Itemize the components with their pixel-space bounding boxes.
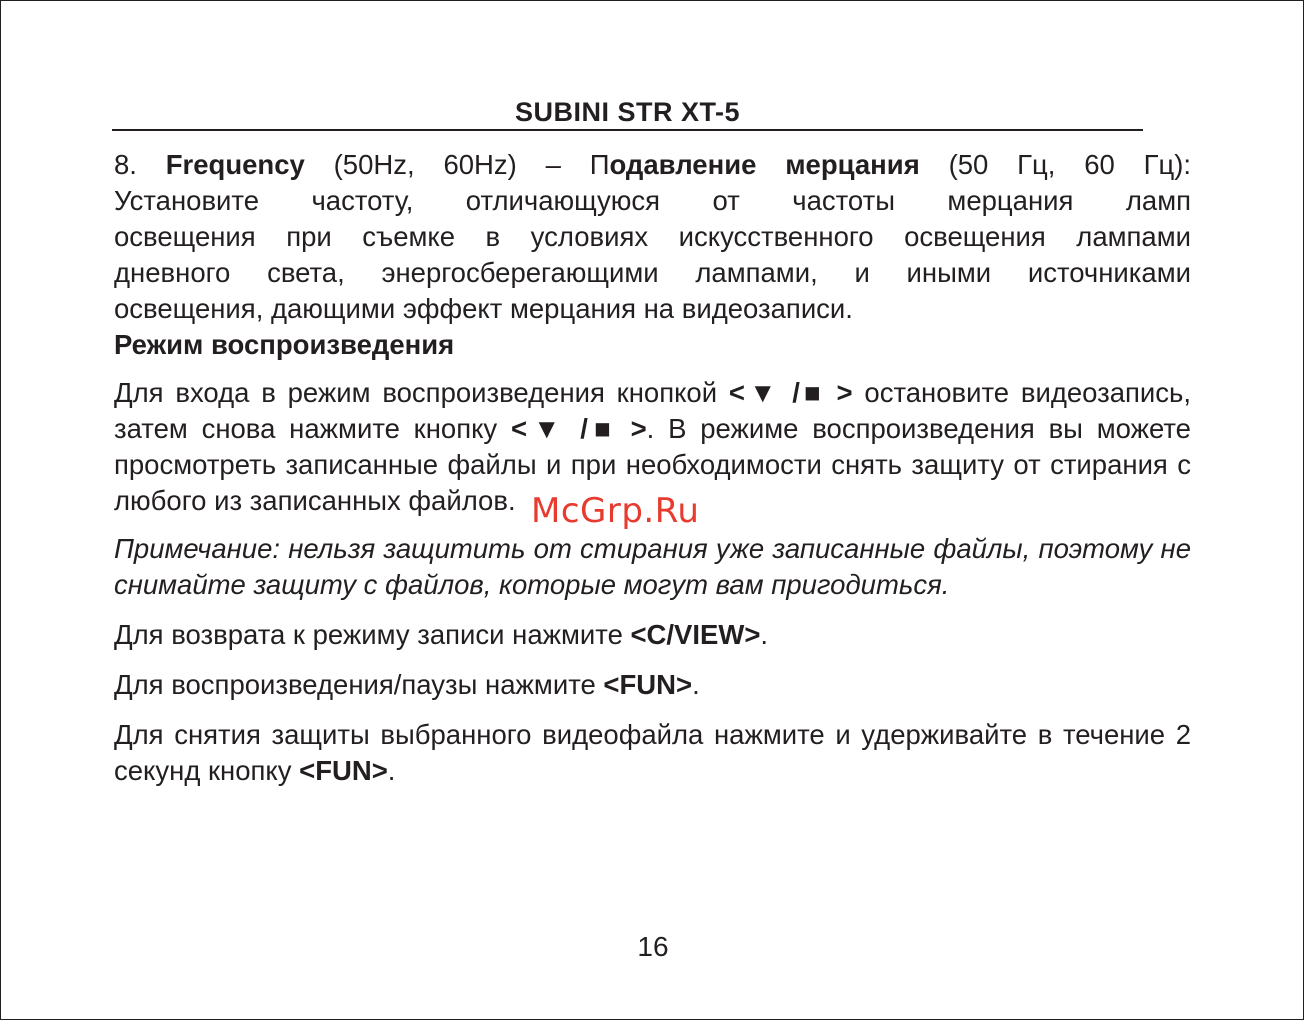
protect-period: .: [387, 755, 396, 786]
cview-button-label: <C/VIEW>: [630, 619, 761, 650]
pause-text: Для воспроизведения/паузы нажмите: [114, 669, 596, 700]
frequency-line-3: освещения при съемке в условиях искусственного освещения лампами: [114, 221, 1191, 252]
stop-button-label-2: <▼ /■ >: [510, 413, 647, 444]
fun-button-label: <FUN>: [603, 669, 693, 700]
frequency-term: Frequency: [165, 149, 305, 180]
section-title-playback: Режим воспроизведения: [114, 329, 455, 360]
protect-instruction: [114, 717, 1191, 789]
frequency-ru-options: (50 Гц, 60 Гц):: [948, 149, 1192, 180]
header-divider: [112, 129, 1143, 131]
stop-button-label: <▼ /■ >: [728, 377, 853, 408]
frequency-ru-term: одавление мерцания: [609, 149, 920, 180]
playback-text-a: Для входа в режим воспроизведения кнопкой: [114, 377, 718, 408]
frequency-line-1: [114, 147, 1191, 183]
watermark: McGrp.Ru: [531, 491, 700, 531]
pause-period: .: [692, 669, 700, 700]
pause-instruction: [114, 667, 1191, 703]
page-content: [114, 147, 1191, 789]
playback-text-c: . В режиме воспроизведения вы можете просмотреть записанные файлы и при необходимости снять защиту от стирания с любого из записанных файлов.: [114, 413, 1191, 516]
page-header-title: SUBINI STR XT-5: [514, 97, 741, 127]
item-number: 8.: [114, 149, 137, 180]
frequency-options: (50Hz, 60Hz) – П: [333, 149, 610, 180]
playback-text-b: остановите видеозапись, затем снова нажмите кнопку: [114, 377, 1192, 444]
frequency-line-5: освещения, дающими эффект мерцания на видеозаписи.: [114, 293, 853, 324]
playback-note: Примечание: нельзя защитить от стирания уже записанные файлы, поэтому не снимайте защиту с файлов, которые могут вам пригодиться.: [114, 533, 1191, 600]
page-number: 16: [637, 931, 669, 962]
return-period: .: [760, 619, 769, 650]
fun-button-label-2: <FUN>: [299, 755, 388, 786]
frequency-line-4: дневного света, энергосберегающими лампами, и иными источниками: [114, 257, 1191, 288]
return-text: Для возврата к режиму записи нажмите: [114, 619, 623, 650]
protect-text: Для снятия защиты выбранного видеофайла нажмите и удерживайте в течение 2 секунд кнопку: [114, 719, 1191, 786]
frequency-line-2: Установите частоту, отличающуюся от частоты мерцания ламп: [114, 185, 1191, 216]
return-instruction: [114, 617, 1191, 653]
